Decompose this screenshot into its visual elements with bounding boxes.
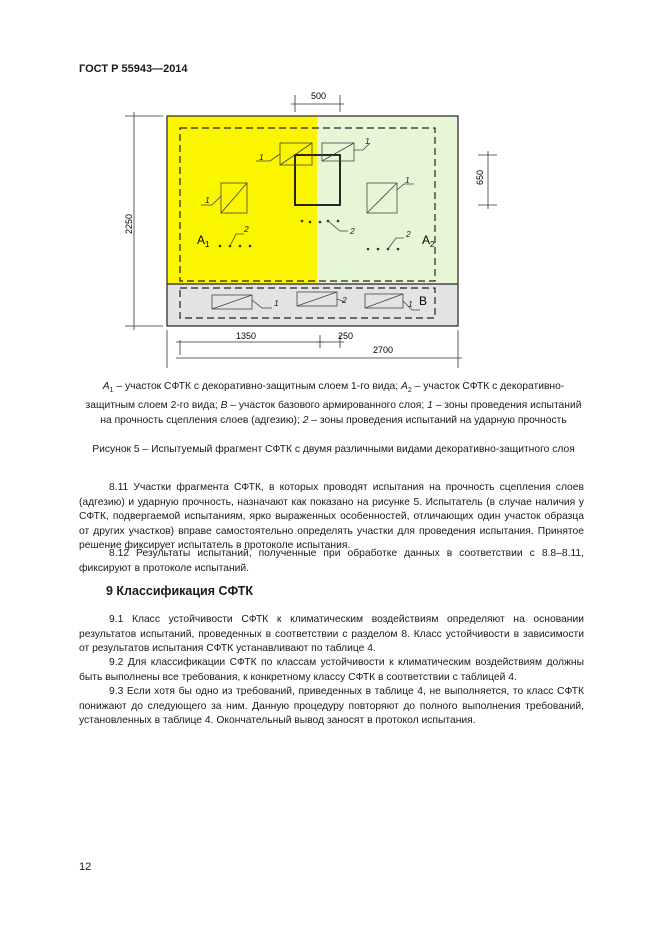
figure-caption: Рисунок 5 – Испытуемый фрагмент СФТК с двумя различными видами декоративно-защитного слоя — [92, 444, 575, 455]
page-number: 12 — [79, 861, 92, 873]
callout-2-center: 2 — [350, 226, 355, 236]
callout-1-a2: 1 — [405, 175, 410, 185]
callout-1-a2-top: 1 — [365, 136, 370, 146]
callout-1-a1: 1 — [205, 195, 210, 205]
paragraph-8-12: 8.12 Результаты испытаний, полученные при обработке данных в соответствии с 8.8–8.11, фиксируют в протоколе испытаний. — [79, 548, 584, 574]
callout-1-b-left: 1 — [274, 298, 279, 308]
callout-1-a1-top: 1 — [259, 152, 264, 162]
callout-1-b-right: 1 — [408, 299, 413, 309]
zone-a2-fill — [317, 116, 458, 284]
dim-1350: 1350 — [236, 331, 257, 341]
paragraph-9-1: 9.1 Класс устойчивости СФТК к климатическим воздействиям определяют на основании результатов испытаний, проведенных в соответствии с разделом 8. Класс устойчивости в зависимости от результатов испытания СФТК устанавливают по таблице 4. — [79, 614, 584, 654]
figure-legend: $А_1$ – участок СФТК с декоративно-защитным слоем 1-го вида; $А_2$ – участок СФТК с декоративно-защитным слоем 2-го вида; В – участок базового армированного слоя; 1 – зоны проведения испытаний на прочность сцепления слоев (адгезию); 2 – зоны проведения испытаний на ударную прочность — [85, 381, 582, 427]
dim-2700: 2700 — [373, 345, 394, 355]
zone-a2-label: $А_2$ — [422, 233, 435, 249]
paragraph-8-11: 8.11 Участки фрагмента СФТК, в которых проводят испытания на прочность сцепления слоев (адгезию) и ударную прочность, назначают как показано на рисунке 5. Испытатель (в случае наличия у СФТК, подвергаемой испытаниям, ярко выраженных особенностей, отличающих один участок образца от других участков) вправе самостоятельно определять участки для проведения испытания. Принятое решение фиксирует испытатель в протоколе испытания. — [79, 482, 584, 551]
callout-2-a1: 2 — [244, 224, 249, 234]
zone-b-label: В — [419, 294, 428, 308]
callout-2-a2: 2 — [406, 229, 411, 239]
dim-250: 250 — [338, 331, 354, 341]
dim-650: 650 — [475, 169, 485, 185]
dim-2250: 2250 — [124, 213, 134, 234]
paragraph-9-2: 9.2 Для классификации СФТК по классам устойчивости к климатическим воздействиям должны быть выполнены все требования, к конкретному классу СФТК в соответствии с таблицей 4. — [79, 657, 584, 683]
zone-b-fill — [167, 284, 458, 326]
zone-a1-label: $А_1$ — [197, 233, 210, 249]
dim-500: 500 — [311, 91, 327, 101]
figure-5 — [0, 0, 661, 375]
section-heading-9: 9 Классификация СФТК — [106, 584, 253, 598]
document-header: ГОСТ Р 55943—2014 — [79, 63, 188, 75]
figure-drawing — [0, 0, 661, 375]
callout-2-b-mid: 2 — [342, 295, 347, 305]
paragraph-9-3: 9.3 Если хотя бы одно из требований, приведенных в таблице 4, не выполняется, то класс СФТК понижают до следующего за ним. Данную процедуру повторяют до полного выполнения требований, установленных в таблице 4. Окончательный вывод заносят в протокол испытания. — [79, 686, 584, 726]
